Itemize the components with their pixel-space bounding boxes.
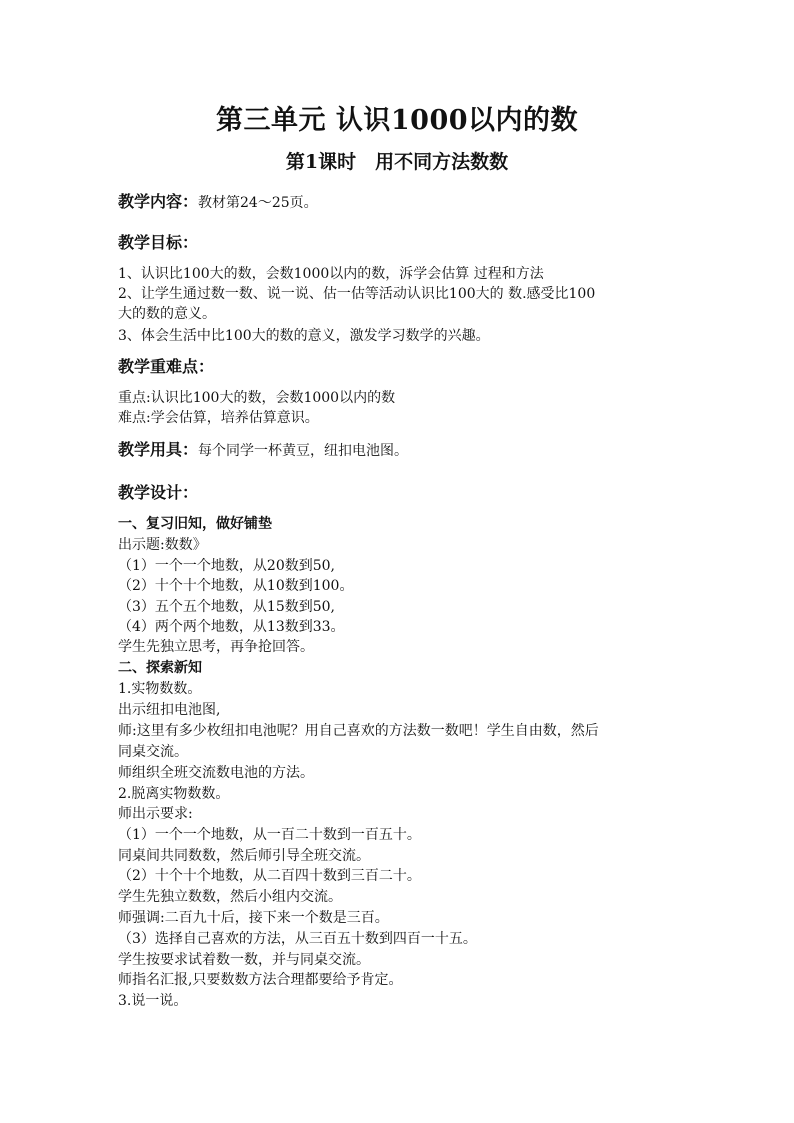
- section-explore-heading: 二、探索新知: [118, 660, 202, 676]
- teaching-content-label: 教学内容：: [118, 192, 199, 211]
- section-review-line: （1）一个一个地数，从20数到50,: [118, 558, 335, 574]
- teaching-tools-line: [118, 440, 408, 461]
- section-explore-line: （1）一个一个地数，从一百二十数到一百五十。: [118, 827, 421, 843]
- lesson-subtitle: 第1课时 用不同方法数数: [285, 151, 509, 173]
- page-title: 第三单元 认识1000以内的数: [215, 105, 579, 136]
- section-review-line: （3）五个五个地数，从15数到50,: [118, 599, 335, 615]
- section-explore-line: （2）十个十个地数，从二百四十数到三百二十。: [118, 868, 421, 884]
- section-review-line: 出示题:数数》: [118, 537, 207, 553]
- teaching-content-line: [118, 192, 318, 213]
- teaching-content-value: 教材第24～25页。: [198, 195, 318, 211]
- key-points-heading: 教学重难点：: [118, 357, 215, 376]
- section-review-line: （2）十个十个地数，从10数到100。: [118, 578, 354, 594]
- section-explore-line: 学生先独立数数，然后小组内交流。: [118, 889, 342, 905]
- section-explore-line: 师指名汇报,只要数数方法合理都要给予肯定。: [118, 972, 403, 988]
- section-explore-line: （3）选择自己喜欢的方法，从三百五十数到四百一十五。: [118, 931, 477, 947]
- goals-heading: 教学目标：: [118, 233, 199, 252]
- section-explore-line: 师强调:二百九十后，接下来一个数是三百。: [118, 910, 389, 926]
- section-explore-line: 2.脱离实物数数。: [118, 786, 230, 802]
- goal-line: 1、认识比100大的数，会数1000以内的数，泝学会估算 过程和方法: [118, 266, 544, 282]
- teaching-tools-value: 每个同学一杯黄豆，纽扣电池图。: [198, 443, 409, 459]
- goal-line: 大的数的意义。: [118, 306, 216, 322]
- section-review-line: （4）两个两个地数，从13数到33。: [118, 619, 345, 635]
- teaching-tools-label: 教学用具：: [118, 440, 199, 459]
- section-explore-line: 出示纽扣电池图,: [118, 702, 221, 718]
- section-explore-line: 1.实物数数。: [118, 681, 202, 697]
- section-review-line: 学生先独立思考，再争抢回答。: [118, 639, 314, 655]
- section-explore-line: 师组织全班交流数电池的方法。: [118, 765, 314, 781]
- section-review-heading: 一、复习旧知，做好铺垫: [118, 516, 272, 532]
- section-explore-line: 3.说一说。: [118, 993, 188, 1009]
- key-point-line: 重点:认识比100大的数，会数1000以内的数: [118, 390, 396, 406]
- design-heading: 教学设计：: [118, 483, 199, 502]
- section-explore-line: 同桌交流。: [118, 744, 188, 760]
- section-explore-line: 师:这里有多少枚纽扣电池呢？用自己喜欢的方法数一数吧！学生自由数，然后: [118, 723, 599, 739]
- goal-line: 2、让学生通过数一数、说一说、估一估等活动认识比100大的 数.感受比100: [118, 286, 596, 302]
- goal-line: 3、体会生活中比100大的数的意义，激发学习数学的兴趣。: [118, 328, 490, 344]
- section-explore-line: 师出示要求:: [118, 806, 193, 822]
- key-point-line: 难点:学会估算，培养估算意识。: [118, 410, 319, 426]
- section-explore-line: 学生按要求试着数一数，并与同桌交流。: [118, 952, 370, 968]
- section-explore-line: 同桌间共同数数，然后师引导全班交流。: [118, 848, 370, 864]
